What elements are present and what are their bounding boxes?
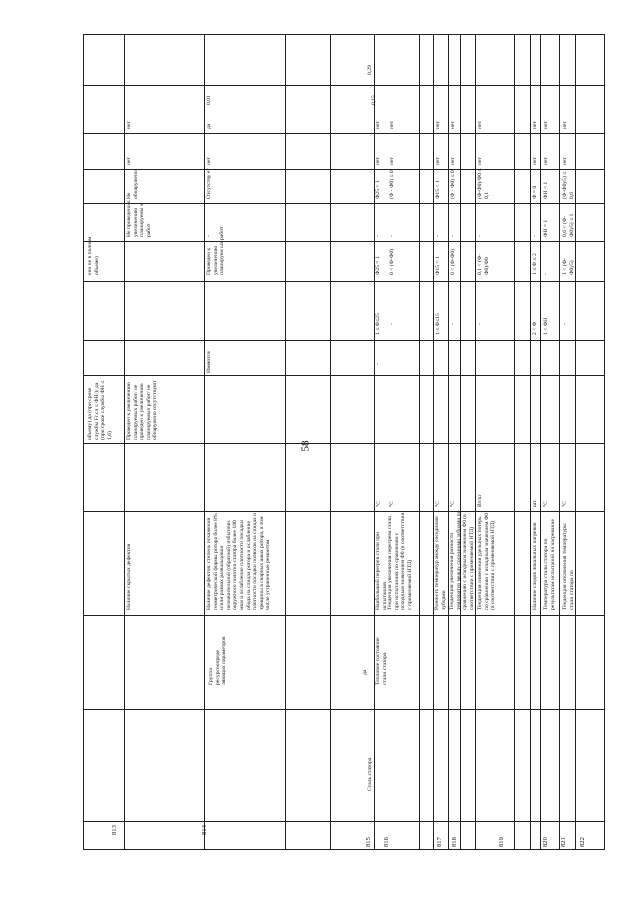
col-n: 0,29 [367,65,373,75]
col-k: нет [206,157,212,165]
col-e: Имеются [206,351,212,373]
param-name: Тенденция увеличения перегрева стали при испытаниях по сравнению с исходным значением Ф0 (в соответствии с применяемой НТД) [387,512,413,610]
col-k: нет [543,157,549,165]
col-k: нет [375,157,381,165]
param-name: Разность температур между соседними зубцами [434,516,447,610]
col-i-header: Не проведено к увеличению планируемы х работ [126,200,152,237]
rotated-table [83,34,605,850]
unit: °C [562,501,568,507]
unit: °C [435,501,441,507]
col-i: 0,6 < (Ф-Ф0у5) ≤ 1 [562,213,575,237]
unit: °C [450,501,456,507]
col-l: нет [477,121,483,129]
param-name: Температура стали статора по результатам испытаний на нагревание [543,519,556,610]
col-j: (Ф-Ф0)/Ф0 ≤ 0,1 [477,168,490,199]
unit: Вт/кг [477,494,483,507]
col-l: нет [543,121,549,129]
unit: шт. [532,499,538,507]
col-h: 1 < (Ф-Ф0у5) [562,258,575,275]
col-j: Ф15 < 1 [435,180,441,199]
col-j: (Ф - Ф0) ≤ 0 [389,170,395,199]
col-f: 1 ≤ Ф≤25 [375,313,381,335]
col-e: - [375,363,381,365]
col-j: Ф = 0 [532,185,538,199]
col-l: нет [450,121,456,129]
row-number: 822 [579,837,586,847]
col-h: 0,1 < (Ф-Ф0)/Ф0 [477,253,490,275]
page-number: 58 [299,440,312,452]
col-f: 2 < Ф [532,321,538,335]
row-number: 815 [365,837,372,847]
defects-header: Наличие скрытых дефектов [126,543,132,610]
col-k: нет [532,157,538,165]
col-f: 1 < ФН [543,317,549,335]
row-number: 813 [111,825,118,835]
col-d: Проведен к увеличению планируемых работ/ не проведен к увеличению планируемых работ/ не обнаружено отсутствуют [126,380,159,440]
col-i: - [450,235,456,237]
col-k: нет [450,157,456,165]
param-name: Наличие дефектов: степень искажения геометрической формы ротора более 8% и/или размах развальцовки незначительной (обратной) избыточн. окружного полотна статора более 180 мкм и ослабление плотности посадки обода на спицах ротора и ослабление плотности посадки полюсов на спицах и трещины в сварных швах ротора, в том числе устраненные ремонтом [206,512,272,610]
col-i: - [532,235,538,237]
col-k-header: нет [126,157,132,165]
col-i: - [389,235,395,237]
col-m: 0,01 [206,95,212,105]
col-j-header: Не обнаружено [126,170,139,199]
unit: °C [543,501,549,507]
col-j: (Ф - Ф0) ≤ 0 [450,170,456,199]
group-label: Тепловое состояние стали статора [375,637,388,685]
col-f: - [477,323,483,325]
col-j: (Ф-Ф0у5) ≤ 0,6 [562,171,575,199]
col-k: нет [562,157,568,165]
col-f: 1 ≤ Ф≤15 [435,313,441,335]
row-number: 820 [542,837,549,847]
row-number: 819 [498,837,505,847]
col-l: нет [532,121,538,129]
system-label: Сталь статора [367,757,373,791]
col-l: нет [389,121,395,129]
col-h: 0 < (Ф-Ф0) [450,249,456,275]
col-j: ФН < 1 [543,181,549,199]
param-name: Наибольший перегрев стали при испытаниях [375,532,388,610]
col-f: - [450,323,456,325]
col-k: нет [435,157,441,165]
col-h: Проведен к увеличению планируем ых работ [206,226,226,275]
col-h: 0 < (Ф-Ф0) [389,249,395,275]
col-k: нет [389,157,395,165]
yes-label: да [362,669,368,675]
col-l: нет [435,121,441,129]
param-name: Наличие следов локальных нагревов [532,522,538,610]
col-j: Отсутству ет [206,168,212,199]
col-i: - [477,235,483,237]
row-number: 816 [383,837,390,847]
row-number: 818 [451,837,458,847]
row-number: 817 [436,837,443,847]
param-name: Тенденция отклонения температуры стали статора по [562,523,575,610]
col-l-header: нет [126,121,132,129]
col-f: - [562,323,568,325]
row-number: 821 [560,837,567,847]
col-h: 1 ≤ Ф ≤ 2 [532,253,538,275]
col-k: нет [477,157,483,165]
col-h: Ф25 = 1 [375,256,381,275]
col-m: 0,15 [371,95,377,105]
col-l: да [206,123,212,129]
group-label: Группа ресурсоопреде ляющих параметров [208,636,228,685]
unit: °C [389,501,395,507]
col-h-header: ено не в полном объеме) [87,236,100,275]
row-number: 814 [201,825,208,835]
col-h: Ф15 = 1 [435,256,441,275]
col-d-header: объему) да (при сроке службы Fг.сл ≤ ФН/)/ да (при сроке службы ФН ≤ 1,6) [87,380,113,440]
col-f: - [389,323,395,325]
col-j: Ф25 < 1 [375,180,381,199]
col-l: нет [375,121,381,129]
col-i: - [206,235,212,237]
col-h: - [543,273,549,275]
param-name: Тенденция изменения удельных потерь по сравнению с исходным значением Ф0 (в соответствии с применяемой НТД) [477,512,497,610]
param-name: Тенденция увеличения разности температур между соседними зубцами по сравнению с исходным значением Ф0 (в соответствии с применяемой НТД) [449,510,475,610]
col-l: нет [562,121,568,129]
unit: °C [376,501,382,507]
col-i: - [375,235,381,237]
col-i: ФН = 1 [543,219,549,237]
col-i: - [435,235,441,237]
